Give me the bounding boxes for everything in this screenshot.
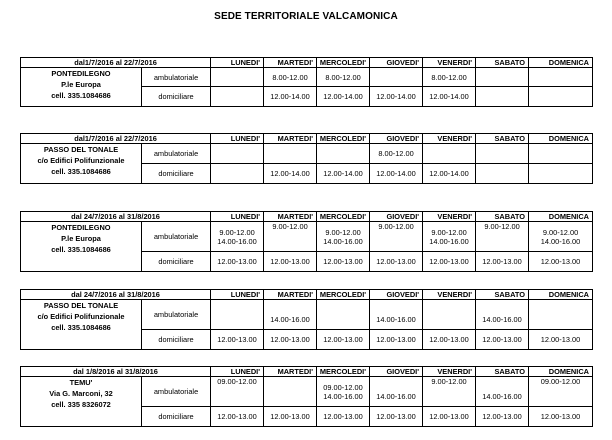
time-cell [476, 377, 529, 407]
time-slot: 12.00-13.00 [376, 412, 416, 422]
time-cell [211, 377, 264, 407]
time-cell [370, 222, 423, 252]
time-cell [529, 68, 593, 87]
time-cell [423, 164, 476, 184]
time-slot: 12.00-13.00 [270, 257, 310, 267]
day-header: SABATO [476, 212, 529, 222]
time-slot: 12.00-14.00 [376, 92, 416, 102]
time-slot: 8.00-12.00 [431, 72, 467, 82]
schedule-table [20, 211, 593, 272]
location-cell [21, 144, 142, 184]
time-slot: 09.00-12.00 [217, 377, 257, 387]
time-cell [317, 222, 370, 252]
day-header: DOMENICA [529, 290, 593, 300]
time-slot: 12.00-13.00 [376, 257, 416, 267]
time-cell [211, 87, 264, 107]
schedule-block [20, 211, 592, 272]
time-cell [476, 300, 529, 330]
time-slot: 12.00-13.00 [429, 412, 469, 422]
time-slot: 12.00-13.00 [217, 412, 257, 422]
time-slot: 12.00-13.00 [217, 335, 257, 345]
location-line: c/o Edifici Polifunzionale [37, 311, 125, 321]
location-cell [21, 222, 142, 272]
time-slot: 12.00-13.00 [270, 412, 310, 422]
time-slot: 12.00-13.00 [540, 412, 581, 422]
time-slot: 12.00-14.00 [270, 92, 310, 102]
time-cell [211, 144, 264, 164]
day-header: SABATO [476, 58, 529, 68]
header-row [21, 134, 593, 144]
service-type: domiciliare [142, 407, 211, 427]
time-slot: 9.00-12.00 [272, 222, 308, 232]
time-slot [371, 383, 421, 392]
day-header: VENERDI' [423, 134, 476, 144]
time-cell [264, 87, 317, 107]
time-cell [264, 330, 317, 350]
service-type: domiciliare [142, 252, 211, 272]
time-slot: 12.00-14.00 [323, 92, 363, 102]
location-line: c/o Edifici Polifunzionale [37, 155, 125, 165]
schedule-block [20, 133, 592, 184]
time-slot: 14.00-16.00 [323, 391, 363, 401]
location-line: PASSO DEL TONALE [43, 145, 119, 155]
period-label: dal 1/8/2016 al 31/8/2016 [21, 367, 211, 377]
time-cell [264, 144, 317, 164]
time-cell [370, 164, 423, 184]
time-cell [211, 68, 264, 87]
time-slot [477, 383, 527, 392]
time-cell [476, 144, 529, 164]
time-cell [264, 252, 317, 272]
day-header: MARTEDI' [264, 134, 317, 144]
time-slot: 12.00-13.00 [429, 335, 469, 345]
time-cell [529, 252, 593, 272]
location-cell [21, 68, 142, 107]
time-cell [476, 68, 529, 87]
time-slot: 9.00-12.00 [431, 227, 467, 237]
day-header: MERCOLEDI' [317, 134, 370, 144]
time-slot: 9.00-12.00 [219, 227, 255, 237]
time-cell [370, 144, 423, 164]
day-header: GIOVEDI' [370, 134, 423, 144]
location-line: PONTEDILEGNO [51, 223, 111, 233]
time-slot: 14.00-16.00 [323, 236, 363, 246]
time-cell [370, 407, 423, 427]
day-header: MARTEDI' [264, 58, 317, 68]
day-header: MERCOLEDI' [317, 58, 370, 68]
period-label: dal1/7/2016 al 22/7/2016 [21, 134, 211, 144]
period-label: dal1/7/2016 al 22/7/2016 [21, 58, 211, 68]
time-cell [317, 87, 370, 107]
time-slot: 12.00-13.00 [429, 257, 469, 267]
time-cell [370, 377, 423, 407]
time-slot [371, 306, 421, 315]
time-slot: 12.00-13.00 [482, 335, 522, 345]
period-label: dal 24/7/2016 al 31/8/2016 [21, 290, 211, 300]
schedule-row [21, 68, 593, 87]
time-slot: 12.00-13.00 [482, 257, 522, 267]
time-cell [370, 252, 423, 272]
location-line: P.le Europa [61, 79, 101, 89]
schedule-table [20, 366, 593, 427]
time-cell [211, 300, 264, 330]
schedule-block [20, 289, 592, 350]
time-cell [423, 407, 476, 427]
location-line: cell. 335.1084686 [51, 244, 111, 254]
location-line: cell. 335.1084686 [51, 90, 111, 100]
time-slot: 12.00-13.00 [217, 257, 257, 267]
time-slot: 14.00-16.00 [376, 314, 416, 324]
time-cell [423, 87, 476, 107]
service-type: domiciliare [142, 164, 211, 184]
time-cell [370, 330, 423, 350]
time-cell [476, 330, 529, 350]
day-header: MERCOLEDI' [317, 290, 370, 300]
time-cell [211, 222, 264, 252]
time-cell [423, 377, 476, 407]
time-cell [317, 144, 370, 164]
location-line: Via G. Marconi, 32 [49, 388, 113, 398]
header-row [21, 290, 593, 300]
schedule-block [20, 57, 592, 107]
time-cell [423, 252, 476, 272]
location-line: P.le Europa [61, 233, 101, 243]
time-cell [476, 164, 529, 184]
day-header: MARTEDI' [264, 367, 317, 377]
time-slot: 12.00-14.00 [429, 92, 469, 102]
location-line: cell. 335.1084686 [51, 322, 111, 332]
header-row [21, 58, 593, 68]
time-slot: 14.00-16.00 [376, 391, 416, 401]
time-cell [423, 330, 476, 350]
time-cell [264, 300, 317, 330]
time-slot [477, 306, 527, 315]
time-cell [317, 300, 370, 330]
day-header: LUNEDI' [211, 58, 264, 68]
time-slot: 12.00-13.00 [540, 335, 581, 345]
service-type: ambulatoriale [142, 300, 211, 330]
header-row [21, 212, 593, 222]
time-cell [529, 377, 593, 407]
time-cell [317, 330, 370, 350]
service-type: domiciliare [142, 330, 211, 350]
time-slot: 12.00-13.00 [270, 335, 310, 345]
time-slot: 12.00-14.00 [376, 169, 416, 179]
time-slot: 14.00-16.00 [270, 314, 310, 324]
time-slot: 12.00-13.00 [323, 412, 363, 422]
time-slot: 14.00-16.00 [429, 236, 469, 246]
time-slot: 14.00-16.00 [540, 236, 581, 246]
time-cell [211, 164, 264, 184]
time-slot: 09.00-12.00 [540, 377, 581, 387]
time-slot: 8.00-12.00 [378, 149, 414, 159]
day-header: MERCOLEDI' [317, 367, 370, 377]
day-header: VENERDI' [423, 212, 476, 222]
time-cell [476, 407, 529, 427]
time-slot: 12.00-13.00 [323, 335, 363, 345]
day-header: GIOVEDI' [370, 212, 423, 222]
location-line: TEMU' [69, 378, 93, 388]
day-header: SABATO [476, 134, 529, 144]
day-header: LUNEDI' [211, 290, 264, 300]
day-header: DOMENICA [529, 212, 593, 222]
day-header: DOMENICA [529, 367, 593, 377]
day-header: DOMENICA [529, 58, 593, 68]
day-header: MERCOLEDI' [317, 212, 370, 222]
schedule-row [21, 222, 593, 252]
schedule-row [21, 144, 593, 164]
time-cell [317, 377, 370, 407]
day-header: MARTEDI' [264, 212, 317, 222]
time-cell [529, 164, 593, 184]
time-slot: 9.00-12.00 [484, 222, 520, 232]
time-slot: 12.00-13.00 [376, 335, 416, 345]
service-type: ambulatoriale [142, 377, 211, 407]
location-line: PASSO DEL TONALE [43, 301, 119, 311]
time-cell [264, 407, 317, 427]
time-cell [529, 222, 593, 252]
time-slot: 9.00-12.00 [325, 227, 361, 237]
time-cell [211, 330, 264, 350]
time-slot: 09.00-12.00 [323, 382, 363, 392]
time-slot: 9.00-12.00 [378, 222, 414, 232]
schedule-block [20, 366, 592, 427]
time-cell [476, 252, 529, 272]
header-row [21, 367, 593, 377]
time-cell [370, 87, 423, 107]
time-cell [423, 300, 476, 330]
time-slot: 14.00-16.00 [482, 391, 522, 401]
time-cell [529, 87, 593, 107]
time-slot: 9.00-12.00 [542, 227, 579, 237]
day-header: GIOVEDI' [370, 367, 423, 377]
day-header: MARTEDI' [264, 290, 317, 300]
schedule-table [20, 289, 593, 350]
time-cell [529, 144, 593, 164]
location-line: cell. 335 8326072 [51, 399, 111, 409]
schedule-table [20, 57, 593, 107]
time-cell [264, 377, 317, 407]
day-header: VENERDI' [423, 290, 476, 300]
time-slot: 9.00-12.00 [431, 377, 467, 387]
day-header: VENERDI' [423, 367, 476, 377]
time-cell [211, 407, 264, 427]
time-cell [476, 87, 529, 107]
time-cell [476, 222, 529, 252]
time-cell [529, 330, 593, 350]
time-slot: 12.00-14.00 [323, 169, 363, 179]
location-line: PONTEDILEGNO [51, 69, 111, 79]
time-slot [265, 306, 315, 315]
day-header: LUNEDI' [211, 134, 264, 144]
location-cell [21, 300, 142, 350]
service-type: ambulatoriale [142, 144, 211, 164]
time-cell [317, 68, 370, 87]
day-header: LUNEDI' [211, 367, 264, 377]
day-header: GIOVEDI' [370, 58, 423, 68]
day-header: DOMENICA [529, 134, 593, 144]
time-slot: 12.00-14.00 [429, 169, 469, 179]
service-type: ambulatoriale [142, 222, 211, 252]
time-slot: 14.00-16.00 [217, 236, 257, 246]
time-slot: 12.00-13.00 [323, 257, 363, 267]
time-cell [317, 407, 370, 427]
time-cell [317, 164, 370, 184]
day-header: SABATO [476, 367, 529, 377]
schedule-row [21, 377, 593, 407]
time-slot: 12.00-13.00 [482, 412, 522, 422]
time-cell [529, 407, 593, 427]
day-header: VENERDI' [423, 58, 476, 68]
time-cell [423, 144, 476, 164]
service-type: ambulatoriale [142, 68, 211, 87]
time-cell [317, 252, 370, 272]
time-cell [264, 164, 317, 184]
time-slot: 8.00-12.00 [272, 72, 308, 82]
time-cell [370, 68, 423, 87]
location-line: cell. 335.1084686 [51, 166, 111, 176]
schedule-row [21, 300, 593, 330]
page-title: SEDE TERRITORIALE VALCAMONICA [214, 11, 398, 22]
service-type: domiciliare [142, 87, 211, 107]
time-cell [370, 300, 423, 330]
day-header: LUNEDI' [211, 212, 264, 222]
location-cell [21, 377, 142, 427]
time-cell [211, 252, 264, 272]
time-slot: 12.00-14.00 [270, 169, 310, 179]
time-cell [264, 68, 317, 87]
time-cell [423, 68, 476, 87]
time-cell [529, 300, 593, 330]
time-slot: 8.00-12.00 [325, 72, 361, 82]
day-header: SABATO [476, 290, 529, 300]
day-header: GIOVEDI' [370, 290, 423, 300]
time-slot: 14.00-16.00 [482, 314, 522, 324]
time-cell [264, 222, 317, 252]
period-label: dal 24/7/2016 al 31/8/2016 [21, 212, 211, 222]
schedule-table [20, 133, 593, 184]
time-cell [423, 222, 476, 252]
time-slot: 12.00-13.00 [540, 257, 581, 267]
